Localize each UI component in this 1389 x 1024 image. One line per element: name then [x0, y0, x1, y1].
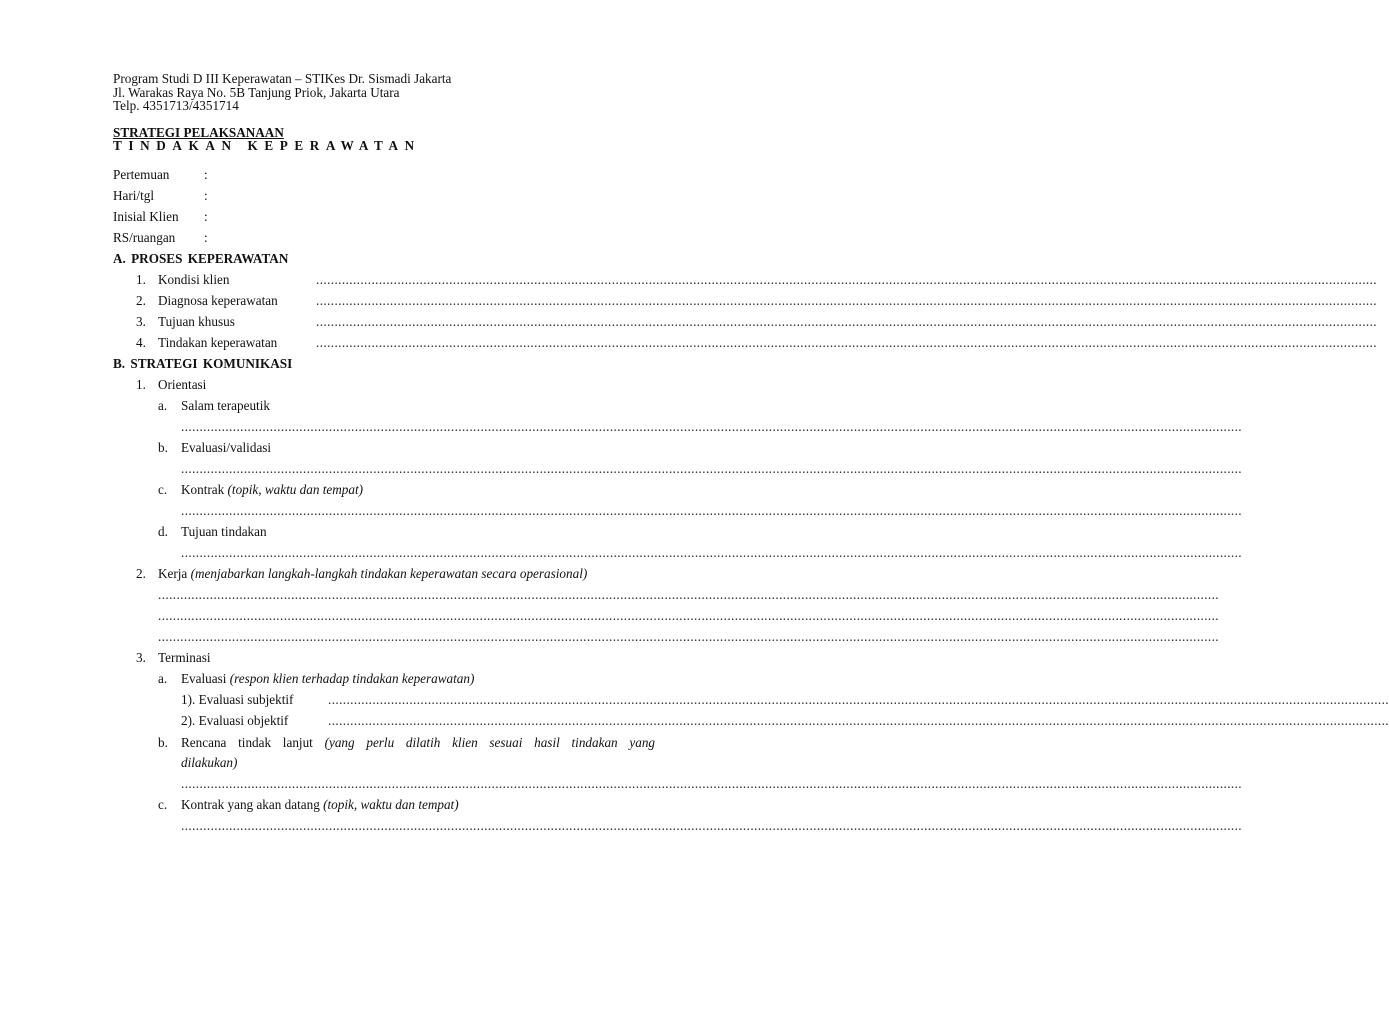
terminasi-letter: c. [158, 797, 168, 812]
fill-in-dots: ............................................................................................................................................................................................................................................................................................... [181, 461, 1243, 476]
kontrak-datang-label: Kontrak yang akan datang [181, 797, 324, 812]
orientasi-letter: c. [158, 482, 168, 497]
fill-in-dots: ............................................................................................................................................................................................................................................................................................... [158, 587, 1220, 602]
terminasi-number: 3. [136, 650, 146, 665]
identity-label-hari-tgl: Hari/tgl [113, 188, 155, 203]
kontrak-datang-note: (topik, waktu dan tempat) [323, 797, 459, 812]
fill-in-dots: ............................................................................................................................................................................................................................................................................................... [158, 608, 1220, 623]
section-a-item-number: 4. [136, 335, 146, 350]
orientasi-letter: d. [158, 524, 168, 539]
section-a-item-diagnosa: Diagnosa keperawatan [158, 293, 278, 308]
orientasi-kontrak-note: (topik, waktu dan tempat) [227, 482, 364, 497]
orientasi-kontrak [181, 482, 363, 499]
orientasi-tujuan-tindakan: Tujuan tindakan [181, 524, 267, 539]
section-a-item-number: 2. [136, 293, 146, 308]
orientasi-evaluasi-validasi: Evaluasi/validasi [181, 440, 272, 455]
rencana-label: Rencana tindak lanjut [181, 735, 313, 750]
section-a-item-tujuan-khusus: Tujuan khusus [158, 314, 235, 329]
kerja-note: (menjabarkan langkah-langkah tindakan keperawatan secara operasional) [190, 566, 588, 581]
fill-in-dots: ............................................................................................................................................................................................................................................................................................... [181, 776, 1243, 791]
document-title: STRATEGI PELAKSANAAN [113, 125, 284, 140]
header-institution: Program Studi D III Keperawatan – STIKes Dr. Sismadi Jakarta [113, 71, 452, 86]
orientasi-kontrak-label: Kontrak [181, 482, 228, 497]
fill-in-dots: ............................................................................................................................................................................................................................................................................................... [181, 419, 1243, 434]
identity-colon: : [204, 209, 208, 224]
section-a-item-kondisi-klien: Kondisi klien [158, 272, 230, 287]
orientasi-letter: a. [158, 398, 168, 413]
fill-in-dots: ............................................................................................................................................................................................................................................................................................... [316, 272, 1378, 287]
identity-colon: : [204, 230, 208, 245]
fill-in-dots: ............................................................................................................................................................................................................................................................................................... [181, 503, 1243, 518]
evaluasi-subjektif-label: 1). Evaluasi subjektif [181, 692, 294, 707]
kerja-number: 2. [136, 566, 146, 581]
identity-colon: : [204, 188, 208, 203]
fill-in-dots: ............................................................................................................................................................................................................................................................................................... [316, 314, 1378, 329]
identity-label-rs-ruangan: RS/ruangan [113, 230, 176, 245]
identity-colon: : [204, 167, 208, 182]
terminasi-evaluasi-note: (respon klien terhadap tindakan keperawatan) [229, 671, 475, 686]
fill-in-dots: ............................................................................................................................................................................................................................................................................................... [328, 692, 1389, 707]
section-a-item-tindakan: Tindakan keperawatan [158, 335, 278, 350]
kerja-label: Kerja [158, 566, 191, 581]
fill-in-dots: ............................................................................................................................................................................................................................................................................................... [316, 293, 1378, 308]
orientasi-salam-terapeutik: Salam terapeutik [181, 398, 270, 413]
kontrak-yang-akan-datang [181, 797, 459, 814]
header-address: Jl. Warakas Raya No. 5B Tanjung Priok, Jakarta Utara [113, 85, 400, 100]
identity-label-inisial-klien: Inisial Klien [113, 209, 179, 224]
rencana-note: (yang perlu dilatih klien sesuai hasil tindakan yang [324, 735, 656, 750]
header-phone: Telp. 4351713/4351714 [113, 98, 239, 113]
document-subtitle: TINDAKAN KEPERAWATAN [113, 138, 421, 153]
fill-in-dots: ............................................................................................................................................................................................................................................................................................... [181, 545, 1243, 560]
terminasi-label: Terminasi [158, 650, 211, 665]
kerja-heading [158, 566, 587, 583]
terminasi-evaluasi-label: Evaluasi [181, 671, 230, 686]
section-a-item-number: 1. [136, 272, 146, 287]
fill-in-dots: ............................................................................................................................................................................................................................................................................................... [181, 818, 1243, 833]
section-a-heading: A. PROSES KEPERAWATAN [113, 251, 289, 266]
terminasi-letter: a. [158, 671, 168, 686]
terminasi-letter: b. [158, 735, 168, 750]
orientasi-label: Orientasi [158, 377, 207, 392]
fill-in-dots: ............................................................................................................................................................................................................................................................................................... [328, 713, 1389, 728]
section-b-heading: B. STRATEGI KOMUNIKASI [113, 356, 293, 371]
fill-in-dots: ............................................................................................................................................................................................................................................................................................... [316, 335, 1378, 350]
rencana-note-continued: dilakukan) [181, 755, 238, 770]
identity-label-pertemuan: Pertemuan [113, 167, 170, 182]
terminasi-evaluasi [181, 671, 474, 688]
evaluasi-objektif-label: 2). Evaluasi objektif [181, 713, 289, 728]
orientasi-letter: b. [158, 440, 168, 455]
fill-in-dots: ............................................................................................................................................................................................................................................................................................... [158, 629, 1220, 644]
orientasi-number: 1. [136, 377, 146, 392]
section-a-item-number: 3. [136, 314, 146, 329]
rencana-tindak-lanjut [181, 735, 655, 752]
